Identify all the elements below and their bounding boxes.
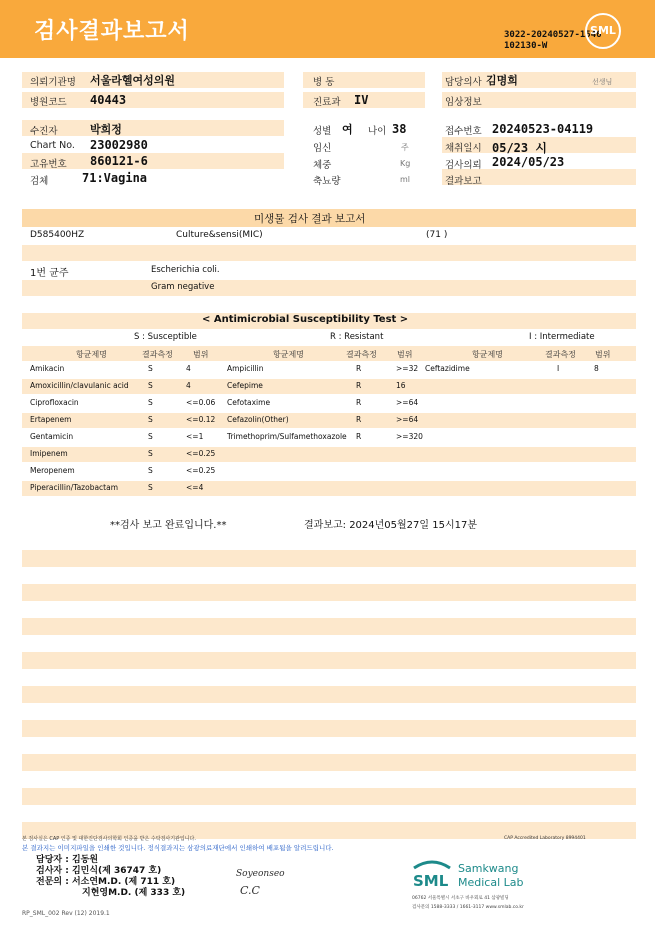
col-range-2: 범위 — [397, 350, 413, 359]
ast-range-cell: <=0.25 — [186, 466, 216, 475]
lab-name-1: Samkwang — [458, 862, 519, 875]
ast-range-cell: <=0.25 — [186, 449, 216, 458]
ast-header-band — [22, 346, 636, 361]
ast-result-cell: R — [356, 381, 362, 390]
empty-row-band — [22, 754, 636, 771]
org-value: 서울라헬여성의원 — [90, 74, 176, 87]
ast-result-cell: R — [356, 364, 362, 373]
completion-message: **검사 보고 완료입니다.** — [110, 520, 227, 531]
ast-result-cell: R — [356, 398, 362, 407]
weight-label: 체중 — [313, 160, 332, 171]
col-drug-1: 항균제명 — [76, 350, 107, 359]
legend-susceptible: S : Susceptible — [134, 332, 197, 342]
empty-row-band — [22, 788, 636, 805]
accreditation-note: 본 검사실은 CAP 인증 및 대한진단검사의학회 인증을 받은 수탁검사기관입니다. — [22, 836, 196, 842]
receipt-value: 20240523-04119 — [492, 122, 594, 136]
ast-drug-cell: Ceftazidime — [425, 364, 470, 373]
empty-row-band — [22, 584, 636, 601]
ast-drug-cell: Ampicillin — [227, 364, 264, 373]
empty-row-band — [22, 550, 636, 567]
ast-range-cell: >=32 — [396, 364, 419, 373]
preg-unit: 주 — [401, 143, 409, 152]
micro-title: 미생물 검사 결과 보고서 — [254, 213, 366, 225]
ast-drug-cell: Piperacillin/Tazobactam — [30, 483, 119, 492]
ast-range-cell: <=4 — [186, 483, 204, 492]
test-name: Culture&sensi(MIC) — [176, 230, 263, 240]
specimen-label: 검체 — [30, 176, 49, 187]
signature-2: C.C — [240, 884, 260, 897]
isolate-label: 1번 균주 — [30, 268, 69, 279]
ward-label: 병 동 — [313, 77, 335, 88]
ast-row-band — [22, 413, 636, 428]
ast-range-cell: >=320 — [396, 432, 423, 441]
ast-range-cell: >=64 — [396, 415, 419, 424]
test-count: (71 ) — [426, 230, 448, 240]
lab-contact: 검사문의 1588-3333 / 1661-3117 www.smlab.co.kr — [412, 905, 524, 910]
organism-name: Escherichia coli. — [151, 265, 220, 275]
patient-label: 수진자 — [30, 126, 58, 137]
ast-result-cell: S — [148, 449, 153, 458]
chart-label: Chart No. — [30, 140, 75, 151]
ast-row-band — [22, 447, 636, 462]
empty-row-band — [22, 686, 636, 703]
specimen-value: 71:Vagina — [82, 171, 148, 185]
svg-text:SML: SML — [413, 872, 449, 890]
col-range-3: 범위 — [595, 350, 611, 359]
doctor-label: 담당의사 — [445, 77, 482, 88]
doctor-suffix: 선생님 — [592, 78, 613, 86]
ast-result-cell: S — [148, 381, 153, 390]
ast-title: < Antimicrobial Susceptibility Test > — [202, 314, 409, 325]
col-drug-2: 항균제명 — [273, 350, 304, 359]
weight-unit: Kg — [400, 159, 411, 168]
age-value: 38 — [392, 122, 407, 136]
print-note: 본 결과지는 이미지파일을 인쇄한 것입니다. 정식결과지는 삼광의료재단에서 인쇄하여 배포됨을 알려드립니다. — [22, 844, 334, 852]
ast-range-cell: <=0.06 — [186, 398, 216, 407]
lab-name-2: Medical Lab — [458, 876, 524, 889]
specialist-2: 지현영M.D. (제 333 호) — [82, 888, 186, 898]
lab-address: 06762 서울특별시 서초구 바우뫼로 41 삼광빌딩 — [412, 896, 509, 901]
ast-range-cell: 16 — [396, 381, 406, 390]
col-drug-3: 항균제명 — [472, 350, 503, 359]
collect-value: 05/23 시 — [492, 141, 547, 155]
info-band — [22, 245, 636, 261]
sex-label: 성별 — [313, 126, 332, 137]
ast-drug-cell: Ertapenem — [30, 415, 72, 424]
ast-result-cell: R — [356, 415, 362, 424]
ast-result-cell: S — [148, 432, 153, 441]
ast-drug-cell: Amoxicillin/clavulanic acid — [30, 381, 129, 390]
request-value: 2024/05/23 — [492, 155, 565, 169]
manager: 담당자 : 김동원 — [36, 855, 99, 865]
ast-result-cell: S — [148, 466, 153, 475]
test-code: D585400HZ — [30, 230, 85, 240]
info-band — [22, 120, 284, 136]
doctor-value: 김명희 — [486, 74, 518, 87]
dept-value: IV — [354, 93, 369, 107]
legend-resistant: R : Resistant — [330, 332, 384, 342]
dept-label: 진료과 — [313, 97, 341, 108]
empty-row-band — [22, 652, 636, 669]
hospcode-value: 40443 — [90, 93, 127, 107]
cap-note: CAP Accredited Laboratory 8994401 — [504, 836, 586, 841]
signature-1: Soyeonseo — [236, 869, 285, 879]
ast-result-cell: S — [148, 364, 153, 373]
id-label: 고유번호 — [30, 159, 67, 170]
collect-label: 채취일시 — [445, 143, 482, 154]
ast-result-cell: S — [148, 398, 153, 407]
doc-id-line2: 102130-W — [504, 41, 548, 51]
urine-label: 축뇨량 — [313, 176, 341, 187]
doc-id-line1: 3022-20240527-1546 — [504, 30, 602, 40]
preg-label: 임신 — [313, 143, 332, 154]
ast-range-cell: 4 — [186, 364, 191, 373]
sex-value: 여 — [342, 123, 353, 136]
ast-range-cell: 4 — [186, 381, 191, 390]
sml-logo-icon: SML — [585, 13, 621, 49]
urine-unit: ml — [400, 175, 411, 184]
ast-drug-cell: Imipenem — [30, 449, 68, 458]
col-result-1: 결과측정 — [142, 350, 173, 359]
form-code: RP_SML_002 Rev (12) 2019.1 — [22, 910, 110, 917]
col-range-1: 범위 — [193, 350, 209, 359]
specialist-1: 전문의 : 서소연M.D. (제 711 호) — [36, 877, 176, 887]
ast-drug-cell: Cefotaxime — [227, 398, 271, 407]
ast-range-cell: <=1 — [186, 432, 204, 441]
empty-row-band — [22, 618, 636, 635]
chart-value: 23002980 — [90, 138, 148, 152]
patient-value: 박희정 — [90, 123, 122, 136]
report-label: 결과보고 — [445, 176, 482, 187]
ast-result-cell: S — [148, 415, 153, 424]
ast-range-cell: 8 — [594, 364, 599, 373]
ast-drug-cell: Gentamicin — [30, 432, 74, 441]
empty-row-band — [22, 720, 636, 737]
hospcode-label: 병원코드 — [30, 97, 67, 108]
ast-drug-cell: Cefazolin(Other) — [227, 415, 289, 424]
ast-drug-cell: Trimethoprim/Sulfamethoxazole — [227, 432, 347, 441]
ast-drug-cell: Cefepime — [227, 381, 263, 390]
report-time: 결과보고: 2024년05월27일 15시17분 — [304, 520, 478, 531]
report-header — [0, 0, 655, 58]
ast-drug-cell: Meropenem — [30, 466, 75, 475]
report-title: 검사결과보고서 — [34, 19, 190, 44]
ast-range-cell: <=0.12 — [186, 415, 216, 424]
col-result-2: 결과측정 — [346, 350, 377, 359]
ast-result-cell: R — [356, 432, 362, 441]
tester: 검사자 : 김민식(제 36747 호) — [36, 866, 162, 876]
clinical-label: 임상정보 — [445, 97, 482, 108]
col-result-3: 결과측정 — [545, 350, 576, 359]
ast-drug-cell: Amikacin — [30, 364, 65, 373]
id-value: 860121-6 — [90, 154, 148, 168]
age-label: 나이 — [368, 126, 387, 137]
samkwang-logo-icon — [410, 858, 454, 892]
ast-range-cell: >=64 — [396, 398, 419, 407]
legend-intermediate: I : Intermediate — [529, 332, 595, 342]
ast-result-cell: S — [148, 483, 153, 492]
org-label: 의뢰기관명 — [30, 77, 76, 88]
request-label: 검사의뢰 — [445, 160, 482, 171]
receipt-label: 접수번호 — [445, 126, 482, 137]
ast-result-cell: I — [557, 364, 560, 373]
info-band — [22, 280, 636, 296]
ast-drug-cell: Ciprofloxacin — [30, 398, 79, 407]
gram-stain: Gram negative — [151, 282, 215, 292]
